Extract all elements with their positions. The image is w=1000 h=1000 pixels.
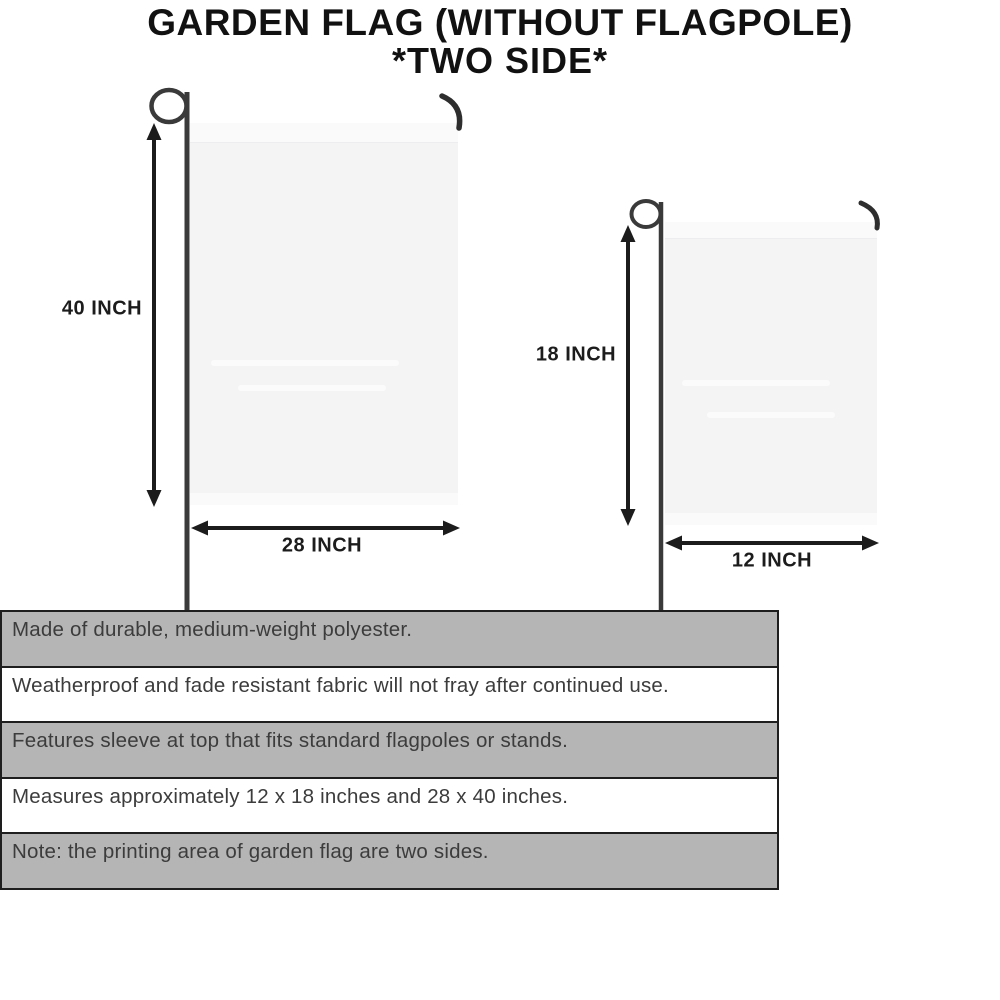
small-flag-width-arrow [665,536,879,551]
flag-fold-highlight [211,360,399,366]
feature-row-material: Made of durable, medium-weight polyester. [0,610,779,668]
feature-row-weatherproof: Weatherproof and fade resistant fabric will not fray after continued use. [0,666,779,724]
small-flag-sleeve [665,222,877,239]
flag-fold-highlight [238,385,385,391]
title-line-2: *TWO SIDE* [391,40,608,82]
large-flag-height-label: 40 INCH [61,297,143,320]
flag-bottom-shine [665,513,877,525]
small-flag-fabric [665,222,877,525]
feature-row-measures: Measures approximately 12 x 18 inches and 28 x 40 inches. [0,777,779,835]
small-flag-width-label: 12 INCH [731,549,813,572]
small-flag-height-arrow [621,225,636,526]
flag-fold-highlight [682,380,830,386]
small-flag-height-label: 18 INCH [535,343,617,366]
large-flag-width-label: 28 INCH [281,534,363,557]
feature-row-sleeve: Features sleeve at top that fits standard flagpoles or stands. [0,721,779,779]
pole-loop-icon [632,201,661,227]
page-title [0,4,1000,80]
pole-loop-icon [152,90,187,122]
title-line-1: GARDEN FLAG (WITHOUT FLAGPOLE) [147,2,853,43]
flag-bottom-shine [190,493,458,505]
flag-fold-highlight [707,412,834,418]
feature-row-note: Note: the printing area of garden flag are two sides. [0,832,779,890]
large-flag-sleeve [190,123,458,143]
large-flag-width-arrow [191,521,460,536]
large-flag-height-arrow [147,123,162,507]
large-flag-fabric [190,123,458,505]
feature-list [0,610,779,890]
